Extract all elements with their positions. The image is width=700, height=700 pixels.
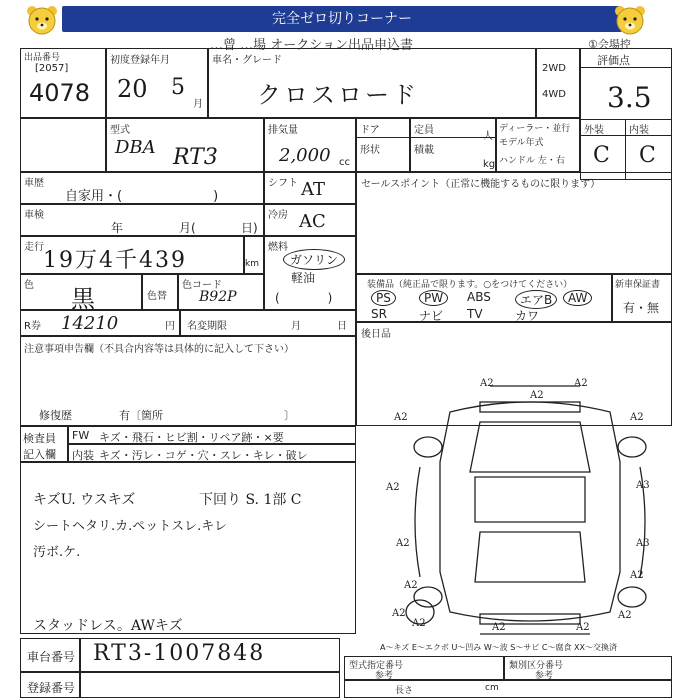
equipment-item: ABS xyxy=(467,290,491,304)
shift-label: シフト xyxy=(268,178,298,189)
category-box xyxy=(504,656,672,680)
color-value: 黒 xyxy=(71,285,95,313)
damage-mark: A2 xyxy=(404,580,418,591)
inspector-label2: 記入欄 xyxy=(23,448,56,461)
usage-box xyxy=(20,172,264,204)
warranty-value: 有・無 xyxy=(623,301,660,315)
damage-mark: A2 xyxy=(386,482,400,493)
drive-box xyxy=(536,48,580,118)
lot-box xyxy=(20,48,106,118)
bear-mascot-right-icon xyxy=(612,3,648,37)
notes-label: 注意事項申告欄（不具合内容等は具体的に記入して下さい） xyxy=(24,344,294,355)
capacity-unit: 人 xyxy=(483,131,493,142)
inspector-label-box xyxy=(20,426,68,462)
registration-year: 20 xyxy=(117,75,148,103)
equipment-label: 装備品（純正品で限ります。○をつけてください） xyxy=(367,280,573,290)
equipment-item: カワ xyxy=(515,309,540,323)
back-seat-label: 後日品 xyxy=(361,329,391,340)
equipment-item: TV xyxy=(467,307,483,321)
equipment-item: PS xyxy=(371,290,396,306)
inspector-label1: 検査員 xyxy=(23,432,56,445)
registration-month: 5 xyxy=(171,75,185,100)
drive-4wd: 4WD xyxy=(542,89,566,100)
type-designation-box xyxy=(344,656,504,680)
drive-2wd: 2WD xyxy=(542,63,566,74)
doors-box xyxy=(356,118,410,172)
car-name-label: 車名・グレード xyxy=(212,55,282,66)
inspector-row-interior xyxy=(68,444,356,462)
recycle-label: R券 xyxy=(24,321,41,332)
model-label: 型式 xyxy=(110,125,130,136)
inspection-label: 車検 xyxy=(24,210,44,221)
length-unit: cm xyxy=(485,683,499,693)
usage-label: 車歴 xyxy=(24,178,44,189)
score-box xyxy=(580,48,672,180)
damage-mark: A2 xyxy=(630,412,644,423)
recycle-value: 14210 xyxy=(61,313,119,334)
shift-box xyxy=(264,172,356,204)
mileage-unit-box xyxy=(244,236,264,274)
name-change-box xyxy=(180,310,356,336)
usage-value: 自家用・( ) xyxy=(65,189,219,204)
lot-tag: 出品番号 xyxy=(24,53,61,63)
mileage-box xyxy=(20,236,244,274)
ac-box xyxy=(264,204,356,236)
doors-label: ドア xyxy=(360,125,380,136)
remarks-line2: シートヘタリ.カ.ペットスレ.キレ xyxy=(33,519,228,534)
shift-value: AT xyxy=(301,179,326,200)
notes-box xyxy=(20,336,356,426)
warranty-box xyxy=(612,274,672,322)
warranty-label: 新車保証書 xyxy=(615,280,661,290)
fw-tag: FW xyxy=(72,429,90,442)
interior-tag: 内装 xyxy=(72,449,94,462)
fuel-box: 燃料 ガソリン 軽油 ( ) xyxy=(264,236,356,310)
color-tone-box xyxy=(142,274,178,310)
mileage-value: 19万4千439 xyxy=(43,248,187,273)
plate-label: 登録番号 xyxy=(27,681,76,695)
damage-mark: A3 xyxy=(636,480,650,491)
capacity-label: 定員 xyxy=(414,125,434,136)
remarks-line4: スタッドレス。AWキズ xyxy=(33,618,183,634)
equipment-item: AW xyxy=(563,290,592,306)
type-designation-label: 型式指定番号 xyxy=(349,661,404,671)
ac-label: 冷房 xyxy=(268,210,288,221)
color-code: B92P xyxy=(199,289,237,305)
bear-mascot-left-icon xyxy=(24,3,60,37)
length-box xyxy=(344,680,672,698)
remarks-line1: キズU. ウスキズ xyxy=(33,492,136,508)
remarks-line3: 汚ボ.ケ. xyxy=(33,545,81,560)
chassis-label-box xyxy=(20,638,80,672)
inspector-row-fw xyxy=(68,426,356,444)
fuel-diesel: 軽油 xyxy=(291,271,316,285)
color-box xyxy=(20,274,142,313)
sales-point-box xyxy=(356,172,672,274)
remarks-box xyxy=(20,462,356,634)
registration-label: 初度登録年月 xyxy=(110,55,170,66)
inspection-day: 日) xyxy=(241,221,258,235)
inspection-box xyxy=(20,204,264,236)
interior-score: C xyxy=(639,143,656,168)
dealer-box xyxy=(496,118,580,172)
damage-mark: A2 xyxy=(396,538,410,549)
repair-label: 修復歴 xyxy=(39,409,72,422)
fw-items: キズ・飛石・ヒビ割・リペア跡・×要 xyxy=(99,431,284,444)
remarks-line1b: 下回り S. 1部 C xyxy=(199,492,302,508)
header-partial: …曾 …場 オークション出品申込書 xyxy=(210,38,414,53)
equipment-item: SR xyxy=(371,307,387,321)
car-name-box xyxy=(208,48,536,118)
handle-label: ハンドル 左・右 xyxy=(499,156,565,166)
equipment-item: エアB xyxy=(515,290,557,309)
displacement-unit: cc xyxy=(339,157,350,168)
registration-box xyxy=(106,48,208,118)
color-tone-label: 色替 xyxy=(147,291,167,302)
mileage-unit: km xyxy=(245,259,259,269)
mileage-label: 走行 xyxy=(24,242,44,253)
exterior-label: 外装 xyxy=(584,125,604,136)
fuel-gasoline: ガソリン xyxy=(283,249,345,270)
lot-spacer xyxy=(20,118,106,172)
lot-sub: [2057] xyxy=(35,63,69,74)
registration-month-unit: 月 xyxy=(193,99,203,110)
shape-label: 形状 xyxy=(360,145,380,156)
damage-legend: A～キズ E～エクボ U～凹み W～波 S～サビ C～腐食 XX～交換済 xyxy=(380,643,618,652)
length-label: 長さ xyxy=(395,686,414,696)
banner-title: 完全ゼロ切りコーナー xyxy=(62,6,622,32)
car-name-value: クロスロード xyxy=(257,81,419,109)
lot-number: 4078 xyxy=(29,79,91,107)
equipment-item: PW xyxy=(419,290,448,306)
interior-label: 内装 xyxy=(629,125,649,136)
damage-mark: A2 xyxy=(480,378,494,389)
plate-value-box xyxy=(80,672,340,698)
damage-mark: A2 xyxy=(394,412,408,423)
color-code-box xyxy=(178,274,264,310)
type-designation-sub: 参考 xyxy=(375,671,394,681)
venue-copy: ①会場控 xyxy=(588,38,631,51)
model-prefix: DBA xyxy=(115,137,156,158)
damage-mark: A2 xyxy=(630,570,644,581)
equipment-box xyxy=(356,274,612,322)
displacement-box xyxy=(264,118,356,172)
displacement-value: 2,000 xyxy=(279,145,331,166)
inspection-year: 年 xyxy=(111,221,124,235)
damage-mark: A2 xyxy=(576,622,590,633)
chassis-label: 車台番号 xyxy=(27,650,76,664)
sales-point-label: セールスポイント（正常に機能するものに限ります） xyxy=(361,179,601,190)
color-label: 色 xyxy=(24,280,34,291)
chassis-value: RT3-1007848 xyxy=(93,641,266,666)
load-unit: kg xyxy=(483,159,496,170)
capacity-box xyxy=(410,118,496,172)
interior-items: キズ・汚レ・コゲ・穴・スレ・キレ・破レ xyxy=(99,449,308,462)
inspection-month: 月( xyxy=(179,221,196,235)
fuel-label: 燃料 xyxy=(268,242,288,253)
damage-mark: A3 xyxy=(636,538,650,549)
model-code: RT3 xyxy=(173,145,218,170)
model-year-label: モデル年式 xyxy=(499,138,544,148)
score-label: 評価点 xyxy=(597,54,630,67)
damage-mark: A2 xyxy=(392,608,406,619)
name-change-label: 名変期限 xyxy=(187,321,227,332)
recycle-box xyxy=(20,310,180,336)
dealer-label: ディーラー・並行 xyxy=(499,124,571,134)
model-box xyxy=(106,118,264,172)
damage-mark: A2 xyxy=(618,610,632,621)
category-sub: 参考 xyxy=(535,671,554,681)
chassis-value-box xyxy=(80,638,340,672)
plate-label-box xyxy=(20,672,80,698)
damage-mark: A2 xyxy=(574,378,588,389)
load-label: 積載 xyxy=(414,145,434,156)
color-code-label: 色コード xyxy=(182,280,222,291)
repair-value: 有〔箇所 〕 xyxy=(119,409,295,422)
damage-mark: A2 xyxy=(530,390,544,401)
displacement-label: 排気量 xyxy=(268,125,298,136)
ac-value: AC xyxy=(299,211,326,232)
equipment-item: ナビ xyxy=(419,309,444,323)
category-label: 類別区分番号 xyxy=(509,661,564,671)
damage-mark: A2 xyxy=(412,618,426,629)
name-change-month: 月 xyxy=(291,321,301,332)
recycle-unit: 円 xyxy=(165,321,175,332)
damage-mark: A2 xyxy=(492,622,506,633)
car-diagram xyxy=(380,372,680,642)
name-change-day: 日 xyxy=(337,321,347,332)
score-value: 3.5 xyxy=(607,81,652,114)
exterior-score: C xyxy=(593,143,610,168)
